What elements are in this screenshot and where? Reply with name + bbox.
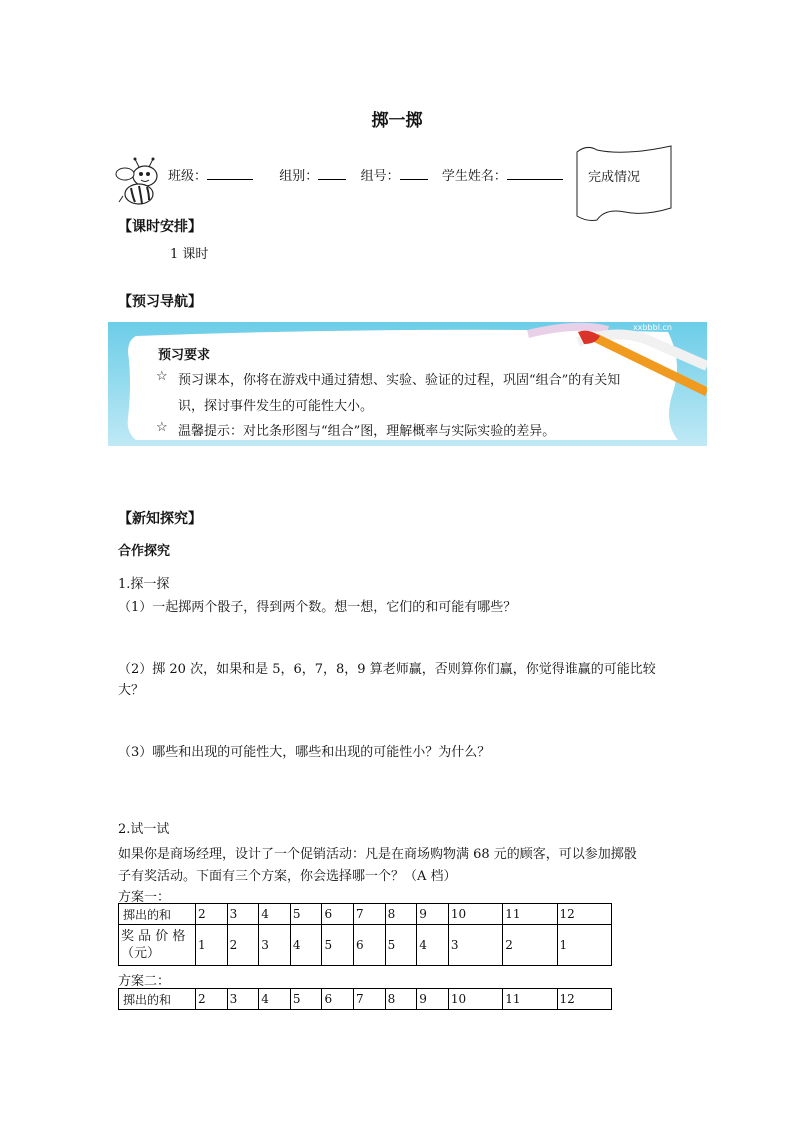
student-info-line [168, 165, 563, 184]
banner-watermark: xxbbbl.cn [633, 323, 672, 332]
plan1-prize-row [119, 925, 612, 966]
plan1-prize-header [119, 925, 196, 966]
plan2-sum-header: 掷出的和 [119, 989, 196, 1010]
group-field[interactable] [318, 167, 346, 180]
plan2-sum-cell: 5 [290, 989, 322, 1010]
plan1-sum-cell: 6 [322, 904, 354, 925]
plan1-prize-cell: 1 [196, 925, 228, 966]
plan2-sum-cell: 3 [227, 989, 259, 1010]
plan1-prize-cell: 1 [557, 925, 611, 966]
schedule-text: 1 课时 [170, 247, 209, 262]
q1-part2-line2: 大？ [118, 683, 145, 698]
plan2-label: 方案二： [118, 974, 171, 989]
plan2-sum-cell: 10 [448, 989, 502, 1010]
group-no-field[interactable] [400, 167, 428, 180]
preview-star-1: ☆ [156, 369, 168, 384]
q1-part3: （3）哪些和出现的可能性大，哪些和出现的可能性小？为什么？ [118, 745, 491, 760]
plan1-prize-cell: 6 [354, 925, 386, 966]
student-name-label: 学生姓名： [441, 169, 507, 184]
q1-part1: （1）一起掷两个骰子，得到两个数。想一想，它们的和可能有哪些？ [118, 600, 517, 615]
plan2-sum-cell: 7 [354, 989, 386, 1010]
plan2-sum-cell: 6 [322, 989, 354, 1010]
plan1-prize-cell: 5 [385, 925, 417, 966]
preview-item1-line1: 预习课本，你将在游戏中通过猜想、实验、验证的过程，巩固“组合”的有关知 [178, 373, 621, 388]
q2-line2: 子有奖活动。下面有三个方案，你会选择哪一个？（A 档） [118, 869, 457, 884]
student-name-field[interactable] [507, 167, 563, 180]
completion-label: 完成情况 [588, 170, 641, 185]
preview-box-title: 预习要求 [158, 348, 211, 363]
plan1-sum-cell: 4 [259, 904, 291, 925]
plan1-sum-cell: 7 [354, 904, 386, 925]
q1-part2-line1: （2）掷 20 次，如果和是 5，6，7，8，9 算老师赢，否则算你们赢，你觉得谁赢的可能比较 [118, 662, 656, 677]
plan1-table [118, 903, 612, 966]
plan1-sum-cell: 5 [290, 904, 322, 925]
plan1-sum-cell: 11 [503, 904, 557, 925]
class-field[interactable] [207, 167, 253, 180]
cooperate-heading: 合作探究 [118, 544, 171, 559]
plan1-label: 方案一： [118, 890, 171, 905]
plan2-sum-cell: 12 [557, 989, 611, 1010]
q1-title: 1.探一探 [118, 577, 170, 592]
plan1-sum-row [119, 904, 612, 925]
plan2-sum-cell: 4 [259, 989, 291, 1010]
plan1-prize-cell: 5 [322, 925, 354, 966]
q2-line1: 如果你是商场经理，设计了一个促销活动：凡是在商场购物满 68 元的顾客，可以参加掷骰 [118, 847, 637, 862]
plan1-prize-cell: 4 [417, 925, 449, 966]
plan1-prize-header-line1: 奖 品 价 格 [121, 929, 186, 944]
preview-item2: 温馨提示：对比条形图与“组合”图，理解概率与实际实验的差异。 [178, 424, 556, 439]
plan1-prize-cell: 3 [448, 925, 502, 966]
plan1-prize-cell: 2 [503, 925, 557, 966]
plan1-sum-cell: 12 [557, 904, 611, 925]
q2-title: 2.试一试 [118, 822, 170, 837]
preview-star-2: ☆ [156, 420, 168, 435]
schedule-heading: 【课时安排】 [118, 219, 202, 235]
plan1-prize-cell: 2 [227, 925, 259, 966]
plan1-sum-cell: 3 [227, 904, 259, 925]
plan2-sum-cell: 2 [196, 989, 228, 1010]
plan2-sum-row [119, 989, 612, 1010]
plan1-prize-cell: 3 [259, 925, 291, 966]
plan1-sum-cell: 9 [417, 904, 449, 925]
plan1-sum-cell: 8 [385, 904, 417, 925]
plan1-sum-header: 掷出的和 [119, 904, 196, 925]
new-knowledge-heading: 【新知探究】 [118, 511, 202, 527]
page-title: 掷一掷 [371, 111, 423, 131]
preview-heading: 【预习导航】 [118, 294, 202, 310]
class-label: 班级： [168, 169, 208, 184]
preview-item1-line2: 识，探讨事件发生的可能性大小。 [178, 399, 374, 414]
plan2-sum-cell: 9 [417, 989, 449, 1010]
plan2-sum-cell: 8 [385, 989, 417, 1010]
plan1-prize-cell: 4 [290, 925, 322, 966]
group-no-label: 组号： [360, 169, 400, 184]
group-label: 组别： [279, 169, 319, 184]
plan1-prize-header-line2: （元） [121, 946, 161, 961]
plan2-sum-cell: 11 [503, 989, 557, 1010]
bee-mascot-icon [115, 156, 167, 208]
plan1-sum-cell: 10 [448, 904, 502, 925]
plan1-sum-cell: 2 [196, 904, 228, 925]
plan2-table [118, 988, 612, 1010]
